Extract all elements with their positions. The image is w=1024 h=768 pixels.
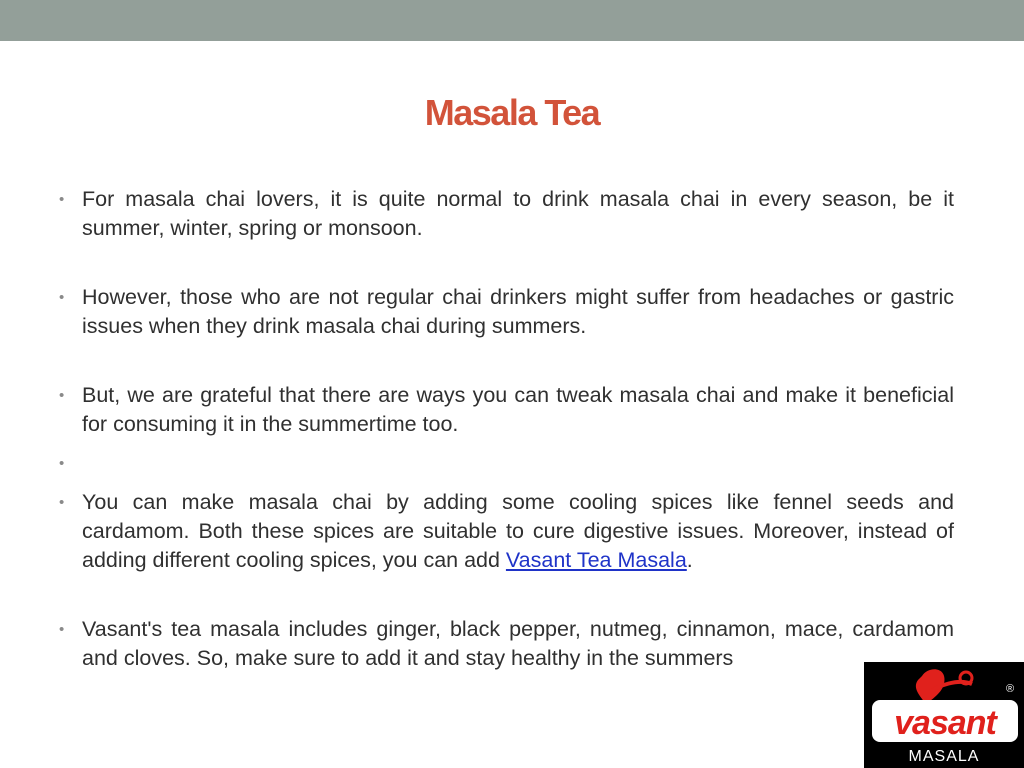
bullet-list: [58, 185, 954, 673]
registered-mark: ®: [1006, 683, 1015, 695]
vasant-logo-graphic: [864, 662, 1024, 768]
bullet-item-1: • For masala chai lovers, it is quite normal to drink masala chai in every season, be it summer, winter, spring or monsoon.: [58, 185, 954, 243]
bullet-item-3: • But, we are grateful that there are ways you can tweak masala chai and make it beneficial for consuming it in the summertime too.: [58, 381, 954, 439]
bullet-item-5: [58, 488, 954, 575]
bullet-item-5-text: You can make masala chai by adding some cooling spices like fennel seeds and cardamom. Both these spices are suitable to cure digestive issues. Moreover, instead of adding different cooling spices, you can add: [82, 490, 954, 572]
vasant-masala-logo: [864, 662, 1024, 768]
logo-brand-text: vasant: [894, 704, 996, 742]
top-bar: [0, 0, 1024, 41]
slide-title: Masala Tea: [424, 92, 600, 133]
bullet-item-2: • However, those who are not regular chai drinkers might suffer from headaches or gastric issues when they drink masala chai during summers.: [58, 283, 954, 341]
vasant-tea-masala-link[interactable]: Vasant Tea Masala: [505, 548, 687, 572]
logo-sub-text: MASALA: [908, 748, 980, 765]
bullet-item-6: • Vasant's tea masala includes ginger, black pepper, nutmeg, cinnamon, mace, cardamom and cloves. So, make sure to add it and stay healthy in the summers: [58, 615, 954, 673]
bullet-item-5-suffix: .: [686, 548, 693, 572]
bullet-item-empty: [58, 449, 954, 478]
